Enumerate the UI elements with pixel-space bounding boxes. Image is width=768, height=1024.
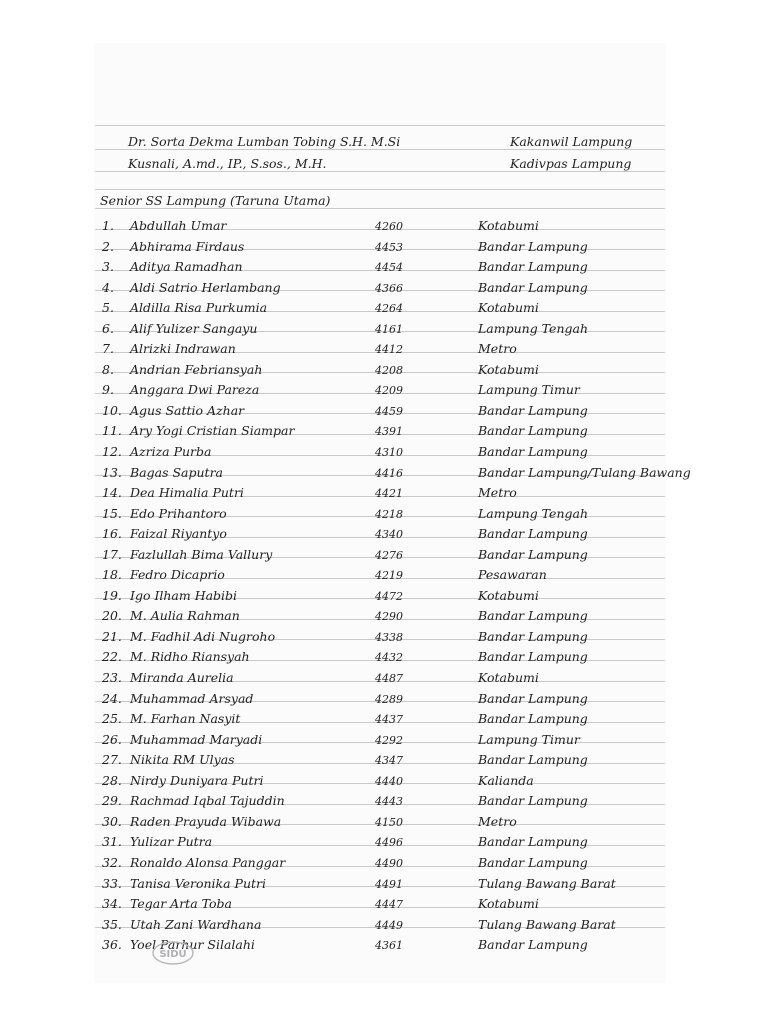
roster-row bbox=[0, 791, 768, 812]
roster-row bbox=[0, 524, 768, 545]
cadet-code: 4454 bbox=[375, 261, 403, 275]
roster-number: 26. bbox=[102, 731, 122, 747]
roster-row bbox=[0, 647, 768, 668]
origin-place: Metro bbox=[478, 341, 517, 357]
roster-number: 18. bbox=[102, 567, 122, 583]
roster-number: 5. bbox=[102, 300, 114, 316]
origin-place: Kotabumi bbox=[478, 896, 539, 912]
origin-place: Bandar Lampung bbox=[478, 423, 588, 439]
cadet-name: Tegar Arta Toba bbox=[130, 896, 232, 912]
roster-number: 17. bbox=[102, 546, 122, 562]
origin-place: Bandar Lampung bbox=[478, 238, 588, 254]
origin-place: Kotabumi bbox=[478, 300, 539, 316]
cadet-name: Azriza Purba bbox=[130, 444, 212, 460]
cadet-name: Yoel Parhur Silalahi bbox=[130, 937, 255, 953]
origin-place: Bandar Lampung bbox=[478, 752, 588, 768]
cadet-name: Rachmad Iqbal Tajuddin bbox=[130, 793, 285, 809]
roster-number: 32. bbox=[102, 854, 122, 870]
origin-place: Tulang Bawang Barat bbox=[478, 875, 616, 891]
origin-place: Lampung Tengah bbox=[478, 505, 589, 521]
sidu-stamp bbox=[150, 940, 196, 966]
roster-row bbox=[0, 257, 768, 278]
origin-place: Pesawaran bbox=[478, 567, 547, 583]
cadet-code: 4338 bbox=[375, 630, 403, 644]
cadet-code: 4472 bbox=[375, 589, 403, 603]
roster-number: 7. bbox=[102, 341, 114, 357]
cadet-name: Muhammad Arsyad bbox=[130, 690, 254, 706]
cadet-code: 4347 bbox=[375, 754, 403, 768]
roster-number: 19. bbox=[102, 587, 122, 603]
cadet-name: Alrizki Indrawan bbox=[130, 341, 236, 357]
origin-place: Bandar Lampung bbox=[478, 711, 588, 727]
roster-row bbox=[0, 771, 768, 792]
cadet-name: Agus Sattio Azhar bbox=[130, 402, 245, 418]
cadet-code: 4437 bbox=[375, 713, 403, 727]
origin-place: Bandar Lampung bbox=[478, 690, 588, 706]
origin-place: Bandar Lampung bbox=[478, 259, 588, 275]
cadet-name: Edo Prihantoro bbox=[130, 505, 227, 521]
cadet-name: Abhirama Firdaus bbox=[130, 238, 245, 254]
roster-row bbox=[0, 565, 768, 586]
cadet-name: Ary Yogi Cristian Siampar bbox=[130, 423, 295, 439]
cadet-code: 4432 bbox=[375, 651, 403, 665]
roster-row bbox=[0, 853, 768, 874]
cadet-code: 4361 bbox=[375, 939, 403, 953]
cadet-name: M. Farhan Nasyit bbox=[130, 711, 241, 727]
roster-number: 31. bbox=[102, 834, 122, 850]
cadet-name: Yulizar Putra bbox=[130, 834, 213, 850]
origin-place: Bandar Lampung bbox=[478, 854, 588, 870]
origin-place: Kotabumi bbox=[478, 670, 539, 686]
roster-row bbox=[0, 216, 768, 237]
cadet-code: 4219 bbox=[375, 569, 403, 583]
origin-place: Lampung Timur bbox=[478, 731, 580, 747]
roster-row bbox=[0, 545, 768, 566]
roster-number: 20. bbox=[102, 608, 122, 624]
cadet-code: 4264 bbox=[375, 302, 403, 316]
cadet-name: Aditya Ramadhan bbox=[130, 259, 243, 275]
stamp-text: SIDU bbox=[159, 949, 187, 960]
roster-number: 27. bbox=[102, 752, 122, 768]
roster-number: 35. bbox=[102, 916, 122, 932]
cadet-name: Nikita RM Ulyas bbox=[130, 752, 235, 768]
cadet-code: 4421 bbox=[375, 487, 403, 501]
roster-row bbox=[0, 874, 768, 895]
cadet-name: Raden Prayuda Wibawa bbox=[130, 813, 282, 829]
cadet-code: 4487 bbox=[375, 672, 403, 686]
cadet-name: Ronaldo Alonsa Panggar bbox=[130, 854, 286, 870]
cadet-name: Utah Zani Wardhana bbox=[130, 916, 262, 932]
cadet-code: 4292 bbox=[375, 733, 403, 747]
cadet-code: 4218 bbox=[375, 507, 403, 521]
cadet-code: 4290 bbox=[375, 610, 403, 624]
header-row bbox=[0, 134, 768, 154]
cadet-name: M. Fadhil Adi Nugroho bbox=[130, 628, 276, 644]
roster-row bbox=[0, 689, 768, 710]
roster-number: 21. bbox=[102, 628, 122, 644]
origin-place: Bandar Lampung bbox=[478, 546, 588, 562]
roster-number: 22. bbox=[102, 649, 122, 665]
header-row bbox=[0, 156, 768, 176]
origin-place: Kalianda bbox=[478, 772, 534, 788]
origin-place: Bandar Lampung bbox=[478, 649, 588, 665]
roster-number: 29. bbox=[102, 793, 122, 809]
roster-number: 2. bbox=[102, 238, 114, 254]
roster-row bbox=[0, 483, 768, 504]
cadet-name: Dea Himalia Putri bbox=[130, 485, 244, 501]
roster-number: 6. bbox=[102, 320, 114, 336]
origin-place: Bandar Lampung bbox=[478, 279, 588, 295]
cadet-name: Fedro Dicaprio bbox=[130, 567, 225, 583]
roster-row bbox=[0, 709, 768, 730]
origin-place: Bandar Lampung bbox=[478, 444, 588, 460]
roster-number: 30. bbox=[102, 813, 122, 829]
cadet-name: M. Ridho Riansyah bbox=[130, 649, 250, 665]
cadet-name: Andrian Febriansyah bbox=[130, 361, 263, 377]
origin-place: Bandar Lampung bbox=[478, 526, 588, 542]
section-title: Senior SS Lampung (Taruna Utama) bbox=[100, 193, 331, 208]
cadet-name: M. Aulia Rahman bbox=[130, 608, 240, 624]
roster-row bbox=[0, 504, 768, 525]
cadet-code: 4496 bbox=[375, 836, 403, 850]
roster-row bbox=[0, 380, 768, 401]
cadet-name: Aldilla Risa Purkumia bbox=[130, 300, 268, 316]
cadet-name: Aldi Satrio Herlambang bbox=[130, 279, 281, 295]
cadet-code: 4449 bbox=[375, 918, 403, 932]
cadet-code: 4416 bbox=[375, 466, 403, 480]
roster-number: 11. bbox=[102, 423, 122, 439]
official-name: Kusnali, A.md., IP., S.sos., M.H. bbox=[128, 156, 327, 171]
cadet-code: 4447 bbox=[375, 898, 403, 912]
official-name: Dr. Sorta Dekma Lumban Tobing S.H. M.Si bbox=[128, 134, 401, 149]
cadet-code: 4440 bbox=[375, 774, 403, 788]
cadet-code: 4490 bbox=[375, 856, 403, 870]
origin-place: Bandar Lampung bbox=[478, 628, 588, 644]
roster-number: 10. bbox=[102, 402, 122, 418]
roster-number: 33. bbox=[102, 875, 122, 891]
roster-row bbox=[0, 463, 768, 484]
cadet-name: Fazlullah Bima Vallury bbox=[130, 546, 273, 562]
cadet-code: 4276 bbox=[375, 548, 403, 562]
cadet-code: 4391 bbox=[375, 425, 403, 439]
roster-row bbox=[0, 750, 768, 771]
roster-number: 25. bbox=[102, 711, 122, 727]
origin-place: Kotabumi bbox=[478, 587, 539, 603]
roster-number: 23. bbox=[102, 670, 122, 686]
cadet-name: Anggara Dwi Pareza bbox=[130, 382, 260, 398]
roster-row bbox=[0, 278, 768, 299]
roster-number: 12. bbox=[102, 444, 122, 460]
roster-row bbox=[0, 832, 768, 853]
origin-place: Bandar Lampung bbox=[478, 608, 588, 624]
official-role: Kadivpas Lampung bbox=[510, 156, 632, 171]
roster-row bbox=[0, 935, 768, 956]
cadet-name: Faizal Riyantyo bbox=[130, 526, 227, 542]
cadet-code: 4412 bbox=[375, 343, 403, 357]
roster-number: 16. bbox=[102, 526, 122, 542]
cadet-code: 4491 bbox=[375, 877, 403, 891]
cadet-code: 4340 bbox=[375, 528, 403, 542]
roster-row bbox=[0, 606, 768, 627]
origin-place: Lampung Tengah bbox=[478, 320, 589, 336]
roster-number: 1. bbox=[102, 218, 114, 233]
roster-number: 24. bbox=[102, 690, 122, 706]
cadet-name: Abdullah Umar bbox=[130, 218, 227, 233]
official-role: Kakanwil Lampung bbox=[510, 134, 633, 149]
roster-row bbox=[0, 627, 768, 648]
ruled-line bbox=[95, 125, 665, 126]
roster-number: 13. bbox=[102, 464, 122, 480]
cadet-name: Bagas Saputra bbox=[130, 464, 223, 480]
cadet-code: 4209 bbox=[375, 384, 403, 398]
cadet-code: 4366 bbox=[375, 281, 403, 295]
roster-row bbox=[0, 401, 768, 422]
cadet-code: 4310 bbox=[375, 446, 403, 460]
roster-row bbox=[0, 442, 768, 463]
cadet-name: Igo Ilham Habibi bbox=[130, 587, 238, 603]
roster-row bbox=[0, 730, 768, 751]
origin-place: Tulang Bawang Barat bbox=[478, 916, 616, 932]
roster-row bbox=[0, 237, 768, 258]
roster-row bbox=[0, 894, 768, 915]
roster-row bbox=[0, 319, 768, 340]
roster-number: 9. bbox=[102, 382, 114, 398]
cadet-code: 4459 bbox=[375, 404, 403, 418]
origin-place: Kotabumi bbox=[478, 361, 539, 377]
origin-place: Metro bbox=[478, 813, 517, 829]
origin-place: Lampung Timur bbox=[478, 382, 580, 398]
cadet-code: 4453 bbox=[375, 240, 403, 254]
roster-row bbox=[0, 812, 768, 833]
origin-place: Bandar Lampung bbox=[478, 834, 588, 850]
roster-number: 4. bbox=[102, 279, 114, 295]
roster-number: 3. bbox=[102, 259, 114, 275]
cadet-code: 4208 bbox=[375, 363, 403, 377]
cadet-code: 4289 bbox=[375, 692, 403, 706]
roster-row bbox=[0, 360, 768, 381]
roster-number: 36. bbox=[102, 937, 122, 953]
roster-row bbox=[0, 339, 768, 360]
roster-number: 15. bbox=[102, 505, 122, 521]
ruled-line bbox=[95, 208, 665, 209]
roster-row bbox=[0, 915, 768, 936]
cadet-name: Muhammad Maryadi bbox=[130, 731, 263, 747]
cadet-name: Miranda Aurelia bbox=[130, 670, 234, 686]
ruled-line bbox=[95, 189, 665, 190]
roster-row bbox=[0, 298, 768, 319]
cadet-name: Tanisa Veronika Putri bbox=[130, 875, 266, 891]
cadet-name: Nirdy Duniyara Putri bbox=[130, 772, 264, 788]
cadet-code: 4443 bbox=[375, 795, 403, 809]
roster-number: 28. bbox=[102, 772, 122, 788]
origin-place: Metro bbox=[478, 485, 517, 501]
cadet-code: 4150 bbox=[375, 815, 403, 829]
roster-row bbox=[0, 421, 768, 442]
roster-number: 14. bbox=[102, 485, 122, 501]
origin-place: Bandar Lampung bbox=[478, 402, 588, 418]
roster-number: 8. bbox=[102, 361, 114, 377]
roster-number: 34. bbox=[102, 896, 122, 912]
cadet-name: Alif Yulizer Sangayu bbox=[130, 320, 258, 336]
roster-list bbox=[0, 216, 768, 956]
origin-place: Bandar Lampung bbox=[478, 937, 588, 953]
origin-place: Kotabumi bbox=[478, 218, 539, 233]
cadet-code: 4260 bbox=[375, 220, 403, 233]
origin-place: Bandar Lampung bbox=[478, 793, 588, 809]
roster-row bbox=[0, 668, 768, 689]
roster-row bbox=[0, 586, 768, 607]
cadet-code: 4161 bbox=[375, 322, 403, 336]
origin-place: Bandar Lampung/Tulang Bawang bbox=[478, 464, 691, 480]
